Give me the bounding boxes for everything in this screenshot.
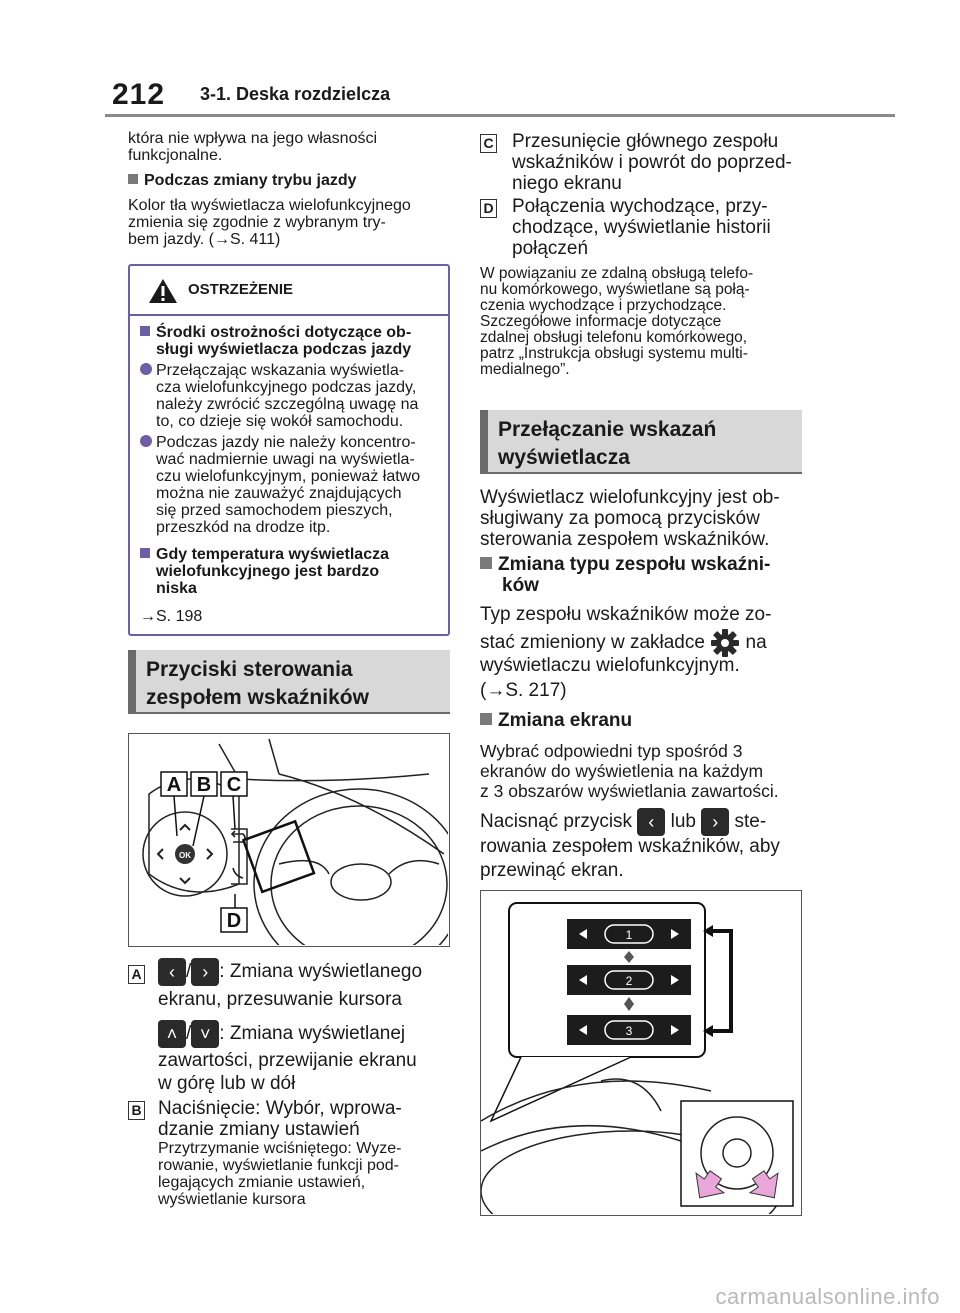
item-d-text: Połączenia wychodzące, przy- chodzące, wyświetlanie historii połączeń bbox=[512, 196, 771, 259]
warning-triangle-icon bbox=[148, 278, 178, 304]
press-line3: przewinąć ekran. bbox=[480, 860, 624, 881]
square-bullet-icon bbox=[480, 557, 492, 569]
svg-text:2: 2 bbox=[625, 974, 633, 988]
label-c-box: C bbox=[480, 134, 497, 153]
item-a2-line3: w górę lub w dół bbox=[158, 1073, 296, 1094]
gear-icon bbox=[710, 628, 740, 658]
screen-2 bbox=[567, 965, 691, 995]
square-bullet-icon bbox=[128, 174, 138, 184]
screen-1 bbox=[567, 919, 691, 949]
item-a-line1: ‹ / › : Zmiana wyświetlanego bbox=[158, 958, 422, 986]
item-a2-line1: ˄ / ˅ : Zmiana wyświetlanej bbox=[158, 1020, 405, 1048]
warning-header bbox=[130, 266, 448, 316]
display-switch-figure bbox=[480, 890, 802, 1216]
section-heading-display: Przełączanie wskazań wyświetlacza bbox=[480, 410, 802, 474]
item-a-line2: ekranu, przesuwanie kursora bbox=[158, 989, 402, 1010]
label-b-box: B bbox=[128, 1101, 145, 1120]
label-a-box: A bbox=[128, 965, 145, 984]
chevron-right-icon: › bbox=[191, 958, 219, 986]
ok-button-label: OK bbox=[179, 851, 191, 860]
chevron-right-icon: › bbox=[701, 808, 729, 836]
warning-box bbox=[128, 264, 450, 636]
steering-wheel-illustration bbox=[129, 734, 448, 945]
phone-icon bbox=[233, 868, 243, 878]
press-line1: Nacisnąć przycisk ‹ lub › ste- bbox=[480, 808, 766, 836]
screen-text: Wybrać odpowiedni typ spośród 3 ekranów do wyświetlenia na każdym z 3 obszarów wyświetlania zawartości. bbox=[480, 741, 779, 801]
intro-text: która nie wpływa na jego własności funkcjonalne. bbox=[128, 130, 378, 164]
type-line4: (→S. 217) bbox=[480, 680, 567, 701]
svg-text:3: 3 bbox=[625, 1024, 633, 1038]
square-bullet-icon bbox=[480, 713, 492, 725]
item-b-rest: Przytrzymanie wciśniętego: Wyze- rowanie, wyświetlanie funkcji pod- legających zmianie ustawień, wyświetlanie kursora bbox=[158, 1140, 402, 1208]
square-bullet-icon bbox=[140, 326, 150, 336]
warning-heading-1: Środki ostrożności dotyczące ob- sługi wyświetlacza podczas jazdy bbox=[140, 324, 445, 358]
svg-text:1: 1 bbox=[625, 928, 633, 942]
figure-label-b: B bbox=[196, 774, 212, 796]
item-c-text: Przesunięcie głównego zespołu wskaźników i powrót do poprzed- niego ekranu bbox=[512, 131, 792, 194]
label-d-box: D bbox=[480, 199, 497, 218]
chevron-left-icon: ‹ bbox=[158, 958, 186, 986]
type-heading: Zmiana typu zespołu wskaźni- ków bbox=[480, 554, 770, 596]
page-number: 212 bbox=[112, 78, 166, 111]
type-line1: Typ zespołu wskaźników może zo- bbox=[480, 604, 772, 625]
display-switch-illustration bbox=[481, 891, 800, 1214]
warning-bullet-2: Podczas jazdy nie należy koncentro- wać nadmiernie uwagi na wyświetla- czu wielofunkcyjnym, ponieważ łatwo można nie zauważyć znajdujących się przed samochodem pieszych, przeszkód na drodze itp. bbox=[140, 434, 445, 536]
item-b-line2: dzanie zmiany ustawień bbox=[158, 1119, 360, 1140]
figure-label-c: C bbox=[226, 774, 242, 796]
item-a2-line2: zawartości, przewijanie ekranu bbox=[158, 1050, 417, 1071]
watermark: carmanualsonline.info bbox=[715, 1284, 940, 1309]
chevron-up-icon: ˄ bbox=[158, 1020, 186, 1048]
warning-heading-2: Gdy temperatura wyświetlacza wielofunkcyjnego jest bardzo niska bbox=[140, 546, 445, 597]
header-rule bbox=[105, 114, 895, 117]
dot-bullet-icon bbox=[140, 435, 152, 447]
square-bullet-icon bbox=[140, 548, 150, 558]
chevron-left-icon: ‹ bbox=[637, 808, 665, 836]
screen-heading: Zmiana ekranu bbox=[480, 710, 632, 731]
press-line2: rowania zespołem wskaźników, aby bbox=[480, 836, 780, 857]
screen-3 bbox=[567, 1015, 691, 1045]
type-line3: wyświetlaczu wielofunkcyjnym. bbox=[480, 655, 740, 676]
steering-wheel-figure bbox=[128, 733, 450, 947]
type-line2: stać zmieniony w zakładce na bbox=[480, 628, 767, 658]
item-b-line1: Naciśnięcie: Wybór, wprowa- bbox=[158, 1098, 402, 1119]
section-heading-buttons: Przyciski sterowania zespołem wskaźników bbox=[128, 650, 450, 714]
dot-bullet-icon bbox=[140, 363, 152, 375]
figure-label-d: D bbox=[226, 910, 242, 932]
warning-bullet-1: Przełączając wskazania wyświetla- cza wielofunkcyjnego podczas jazdy, należy zwrócić szczególną uwagę na to, co dzieje się wokół samochodu. bbox=[140, 362, 445, 430]
drive-mode-text: Kolor tła wyświetlacza wielofunkcyjnego zmienia się zgodnie z wybranym try- bem jazdy. (→S. 411) bbox=[128, 197, 411, 248]
warning-title: OSTRZEŻENIE bbox=[188, 281, 294, 298]
drive-mode-heading: Podczas zmiany trybu jazdy bbox=[128, 172, 357, 189]
chevron-down-icon: ˅ bbox=[191, 1020, 219, 1048]
section-title: 3-1. Deska rozdzielcza bbox=[200, 84, 391, 104]
display-intro: Wyświetlacz wielofunkcyjny jest ob- sługiwany za pomocą przycisków sterowania zespołem wskaźników. bbox=[480, 487, 780, 550]
figure-label-a: A bbox=[166, 774, 182, 796]
remote-note: W powiązaniu ze zdalną obsługą telefo- nu komórkowego, wyświetlane są połą- czenia wychodzące i przychodzące. Szczegółowe informacje dotyczące zdalnej obsługi telefonu komórkowego, patrz „Instrukcja obsługi systemu multi- medialnego”. bbox=[480, 265, 754, 378]
warning-ref: →S. 198 bbox=[140, 608, 203, 625]
